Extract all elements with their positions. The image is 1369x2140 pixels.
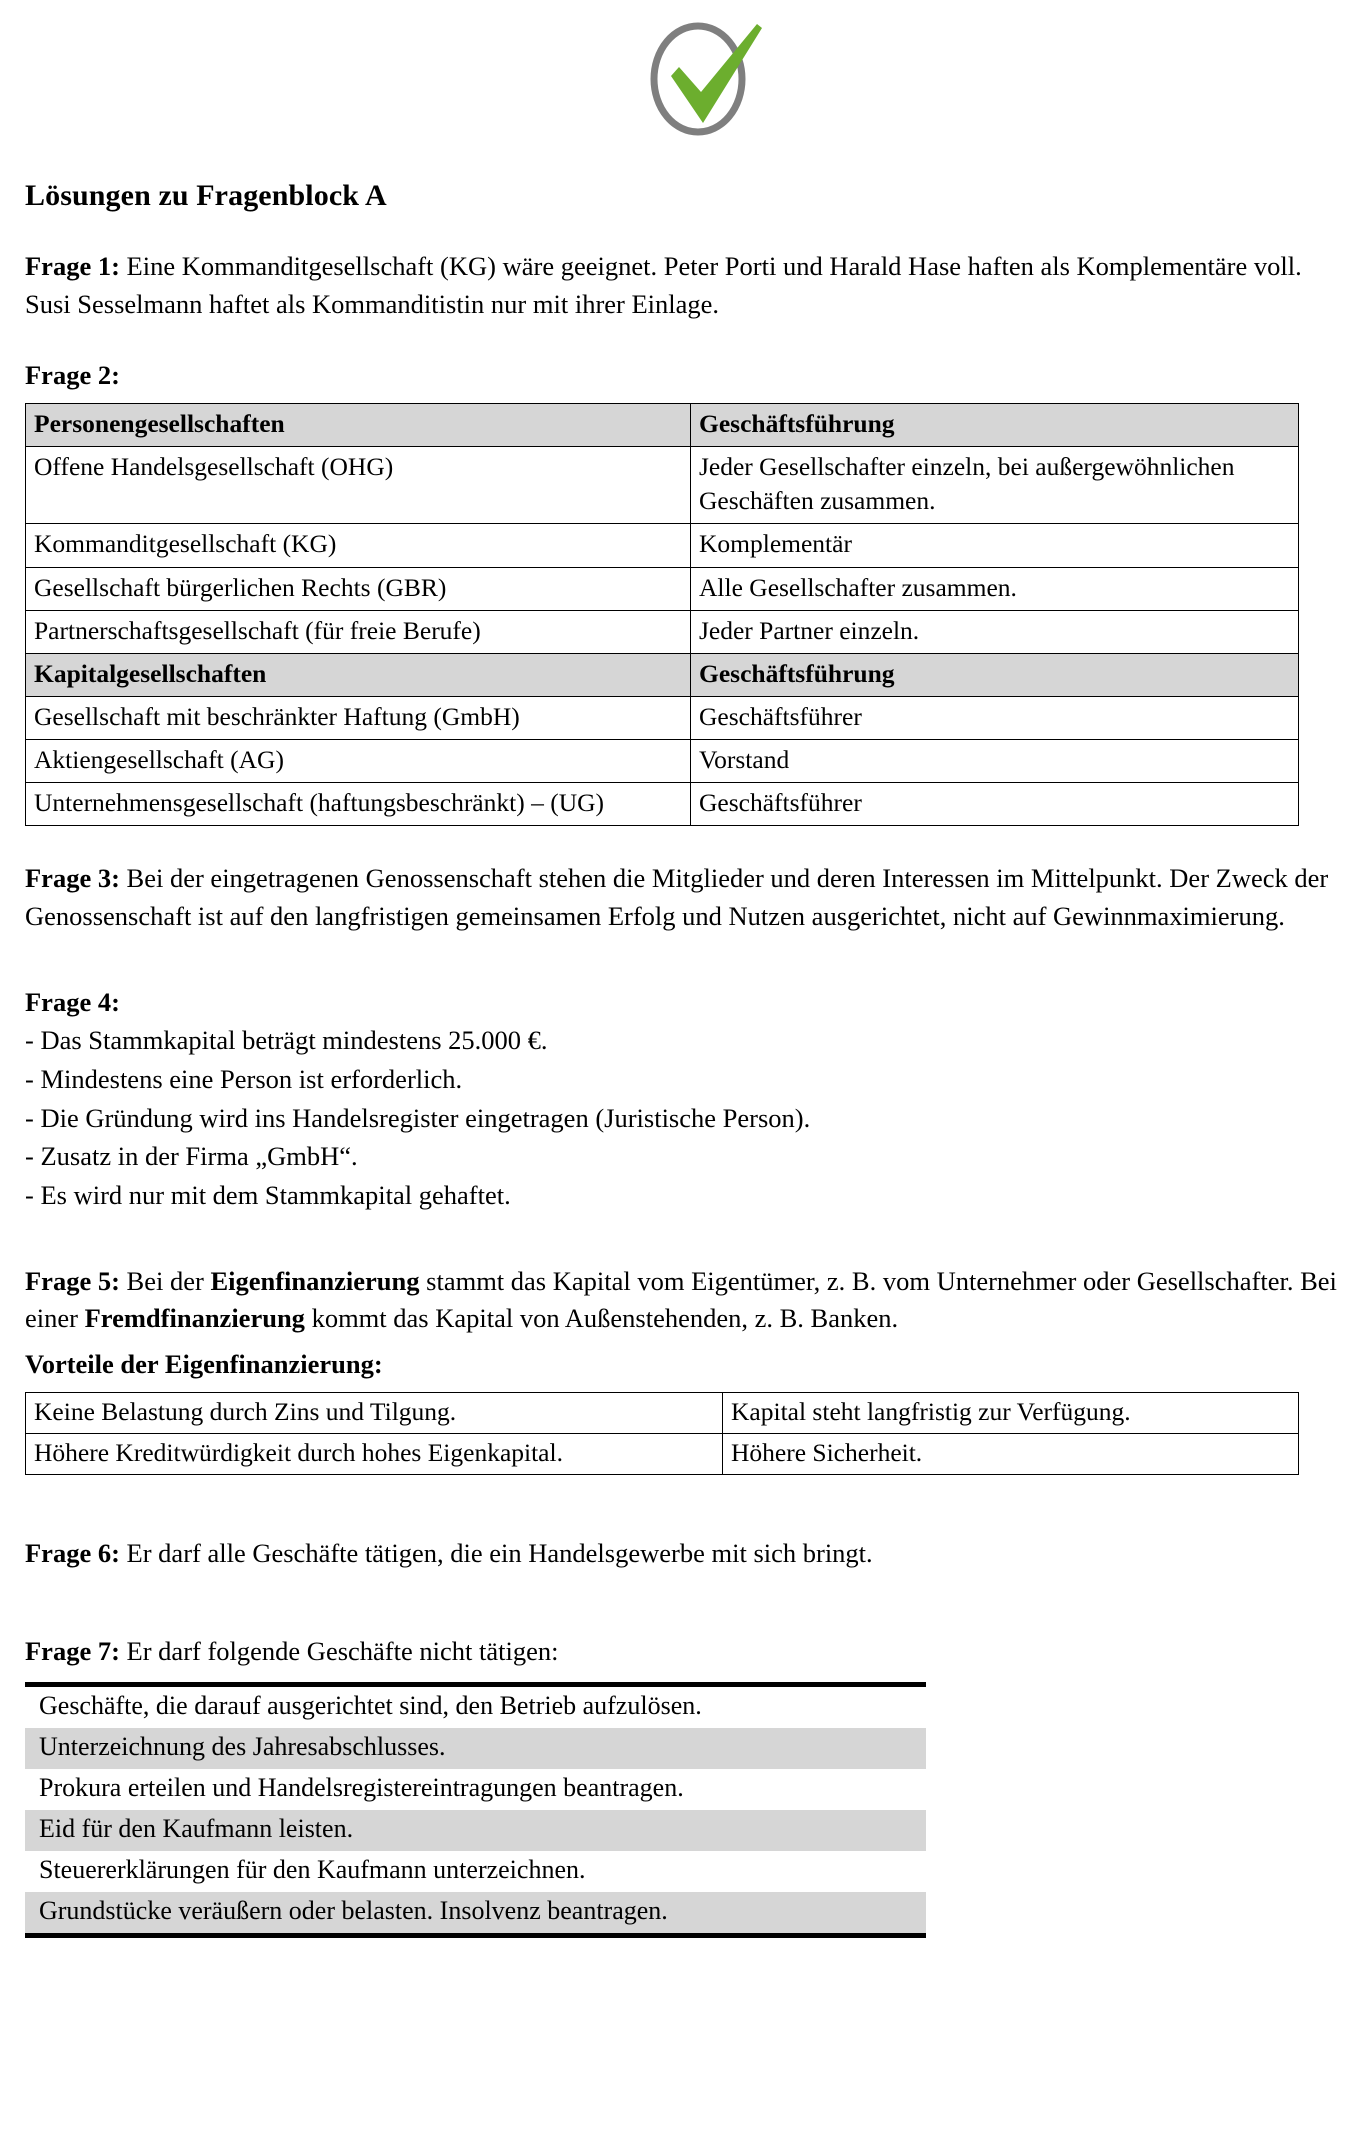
frage-6-text: Er darf alle Geschäfte tätigen, die ein Handelsgewerbe mit sich bringt.: [119, 1537, 873, 1568]
table-header-cell: Geschäftsführung: [691, 403, 1299, 446]
frage-6-paragraph: [25, 1535, 1344, 1573]
table-header-cell: Geschäftsführung: [691, 653, 1299, 696]
list-item: - Mindestens eine Person ist erforderlich.: [25, 1064, 463, 1094]
table-cell-fuehrung: Alle Gesellschafter zusammen.: [691, 567, 1299, 610]
frage-3-label: Frage 3:: [25, 863, 120, 894]
table-cell-vorteil-rechts: Höhere Sicherheit.: [723, 1433, 1299, 1474]
table-row: [26, 447, 1299, 524]
frage-5-text-2: stammt das Kapital vom Eigentümer, z. B. vom Unternehmer oder Gesellschafter. Bei einer: [25, 1265, 1337, 1334]
logo-header: [25, 0, 1344, 160]
table-header-cell: Kapitalgesellschaften: [26, 653, 691, 696]
table-row: [26, 740, 1299, 783]
frage-6-label: Frage 6:: [25, 1537, 120, 1568]
list-item: Grundstücke veräußern oder belasten. Insolvenz beantragen.: [25, 1892, 926, 1933]
list-item: Geschäfte, die darauf ausgerichtet sind, den Betrieb aufzulösen.: [39, 1691, 702, 1721]
frage-3-paragraph: [25, 860, 1344, 935]
frage-2-label: Frage 2:: [25, 360, 120, 391]
frage-5-bold-eigenfinanzierung: Eigenfinanzierung: [210, 1265, 420, 1296]
table-cell-form: Unternehmensgesellschaft (haftungsbeschränkt) – (UG): [26, 783, 691, 826]
table-row: [26, 1392, 1299, 1433]
list-item: - Zusatz in der Firma „GmbH“.: [25, 1141, 358, 1172]
list-item: Steuererklärungen für den Kaufmann unterzeichnen.: [39, 1854, 586, 1884]
vorteile-subheading: Vorteile der Eigenfinanzierung:: [25, 1349, 383, 1379]
table-row: [26, 567, 1299, 610]
table-row: [26, 696, 1299, 739]
table-cell-fuehrung: Geschäftsführer: [691, 783, 1299, 826]
table-header-row-kapitalgesellschaften: [26, 653, 1299, 696]
table-cell-vorteil-links: Keine Belastung durch Zins und Tilgung.: [26, 1392, 723, 1433]
list-item: - Die Gründung wird ins Handelsregister eingetragen (Juristische Person).: [25, 1102, 811, 1133]
table-cell-fuehrung: Jeder Partner einzeln.: [691, 610, 1299, 653]
table-row: [26, 524, 1299, 567]
frage-1-label: Frage 1:: [25, 251, 120, 281]
table-cell-form: Kommanditgesellschaft (KG): [26, 524, 691, 567]
frage-7-label: Frage 7:: [25, 1635, 120, 1666]
table-cell-fuehrung: Jeder Gesellschafter einzeln, bei außergewöhnlichen Geschäften zusammen.: [691, 447, 1299, 524]
table-cell-form: Aktiengesellschaft (AG): [26, 740, 691, 783]
table-row: [26, 1433, 1299, 1474]
table-header-row-personengesellschaften: [26, 403, 1299, 446]
frage-1-text: Eine Kommanditgesellschaft (KG) wäre geeignet. Peter Porti und Harald Hase haften als Komplementäre voll. Susi Sesselmann haftet als Kommanditistin nur mit ihrer Einlage.: [25, 251, 1302, 319]
list-item: - Das Stammkapital beträgt mindestens 25.000 €.: [25, 1025, 548, 1056]
vorteile-table-wrapper: [25, 1392, 1344, 1475]
list-item: - Es wird nur mit dem Stammkapital gehaftet.: [25, 1180, 511, 1211]
page-title: Lösungen zu Fragenblock A: [25, 179, 387, 212]
frage-4-label: Frage 4:: [25, 986, 120, 1017]
frage-2-table-wrapper: [25, 403, 1344, 827]
frage-5-text-3: kommt das Kapital von Außenstehenden, z. B. Banken.: [304, 1303, 899, 1334]
frage-5-bold-fremdfinanzierung: Fremdfinanzierung: [84, 1303, 305, 1334]
vorteile-eigenfinanzierung-table: [25, 1392, 1299, 1475]
frage-5-paragraph: [25, 1263, 1344, 1338]
table-cell-fuehrung: Vorstand: [691, 740, 1299, 783]
table-cell-vorteil-rechts: Kapital steht langfristig zur Verfügung.: [723, 1392, 1299, 1433]
frage-5-text-1: Bei der: [119, 1265, 211, 1296]
table-cell-form: Partnerschaftsgesellschaft (für freie Berufe): [26, 610, 691, 653]
frage-4-list: [25, 1021, 1344, 1214]
frage-7-paragraph: [25, 1633, 1344, 1671]
frage-1-paragraph: [25, 248, 1344, 323]
table-cell-vorteil-links: Höhere Kreditwürdigkeit durch hohes Eigenkapital.: [26, 1433, 723, 1474]
verbotene-geschaefte-list: [25, 1682, 926, 1937]
table-cell-fuehrung: Geschäftsführer: [691, 696, 1299, 739]
table-header-cell: Personengesellschaften: [26, 403, 691, 446]
list-item: Prokura erteilen und Handelsregistereintragungen beantragen.: [39, 1773, 684, 1802]
frage-3-text: Bei der eingetragenen Genossenschaft stehen die Mitglieder und deren Interessen im Mittelpunkt. Der Zweck der Genossenschaft ist auf den langfristigen gemeinsamen Erfolg und Nutzen ausgerichtet, nicht auf Gewinnmaximierung.: [25, 863, 1329, 932]
table-row: [26, 783, 1299, 826]
table-cell-fuehrung: Komplementär: [691, 524, 1299, 567]
table-row: [26, 610, 1299, 653]
table-cell-form: Gesellschaft mit beschränkter Haftung (GmbH): [26, 696, 691, 739]
table-cell-form: Offene Handelsgesellschaft (OHG): [26, 447, 691, 524]
table-cell-form: Gesellschaft bürgerlichen Rechts (GBR): [26, 567, 691, 610]
list-item: Eid für den Kaufmann leisten.: [25, 1810, 926, 1851]
frage-7-text: Er darf folgende Geschäfte nicht tätigen:: [119, 1635, 559, 1666]
list-item: Unterzeichnung des Jahresabschlusses.: [25, 1728, 926, 1769]
frage-5-label: Frage 5:: [25, 1265, 120, 1296]
green-check-circle-icon: [640, 16, 770, 144]
gesellschaftsformen-table: [25, 403, 1299, 827]
